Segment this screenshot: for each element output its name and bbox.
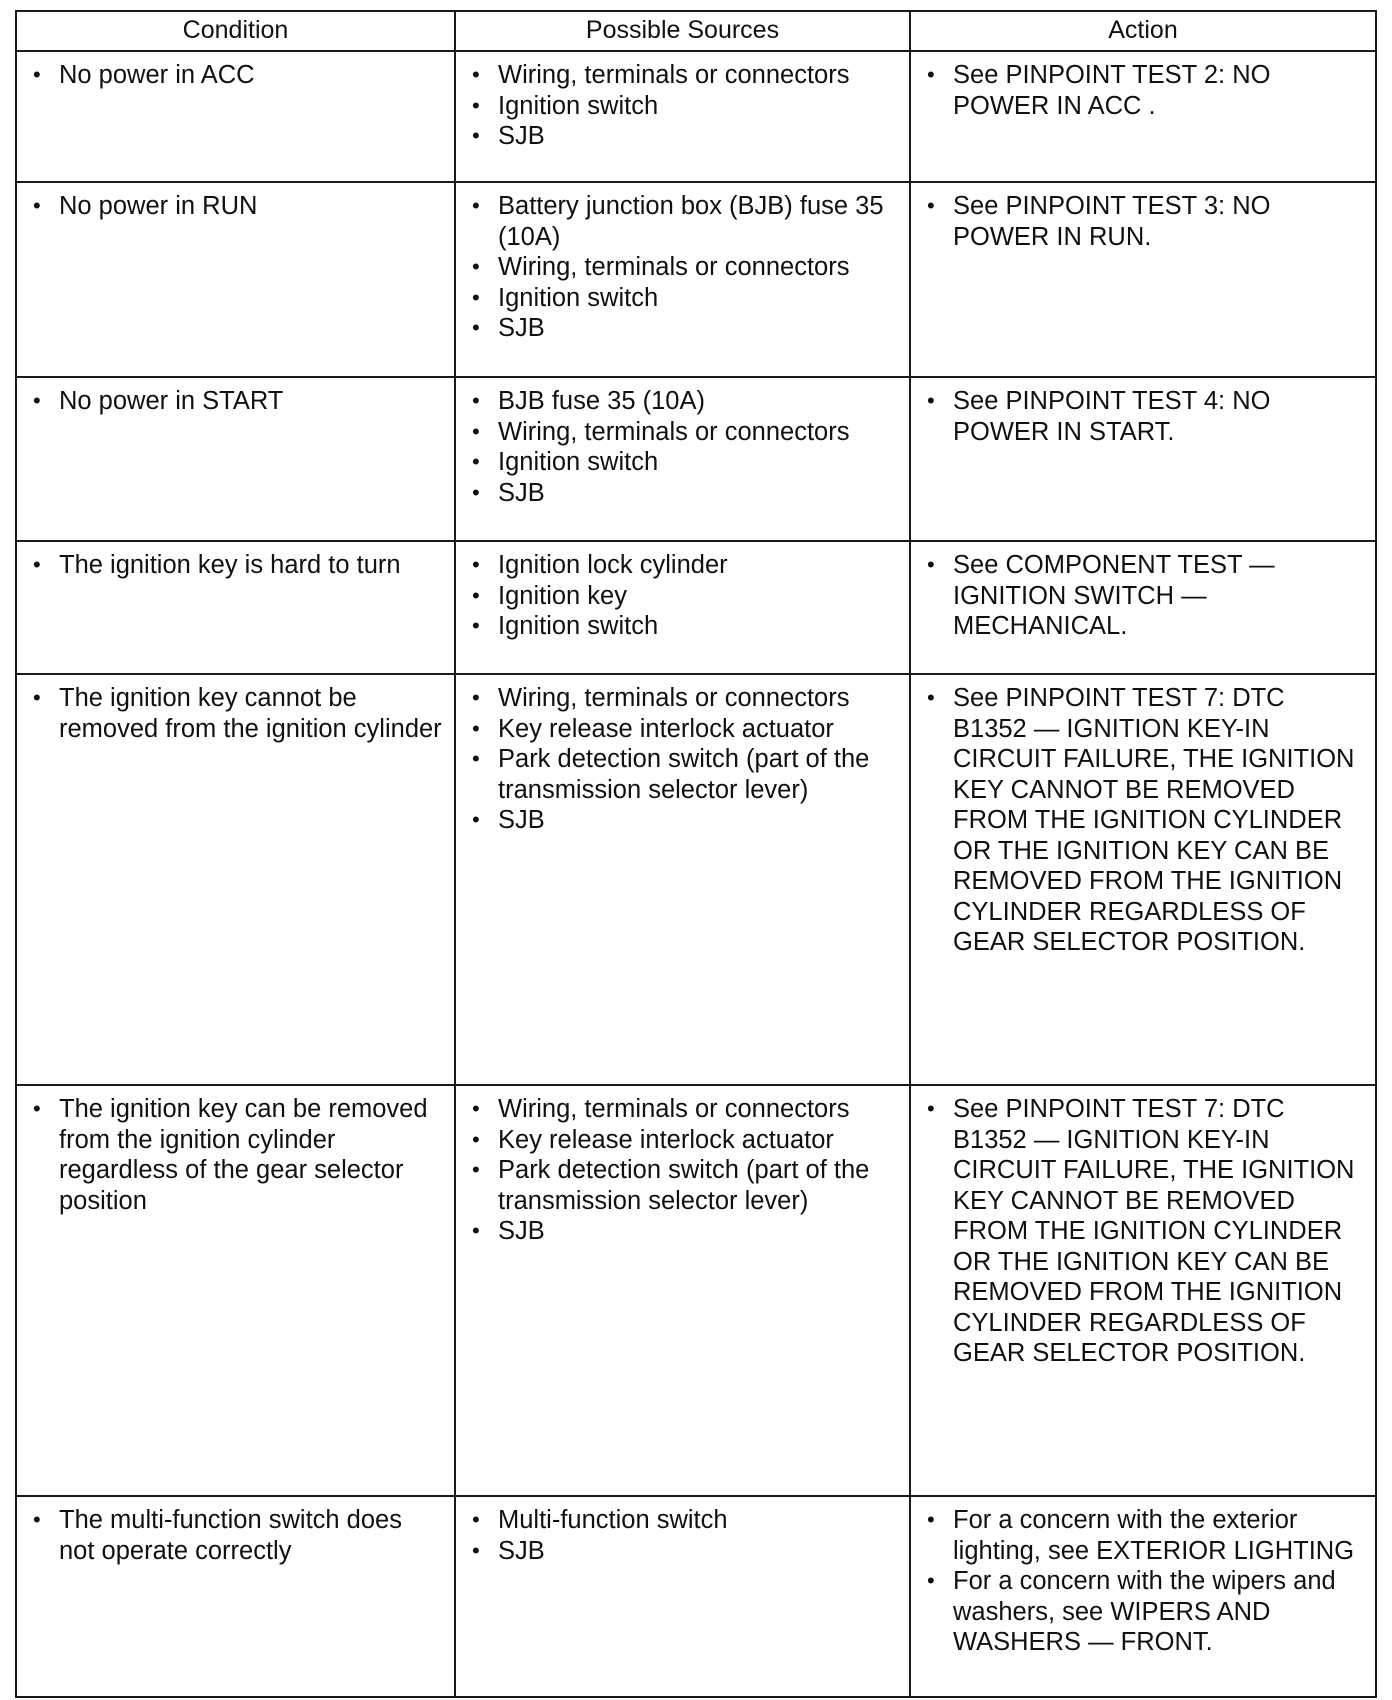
- source-item: • Ignition switch: [470, 447, 899, 478]
- sources-list: [470, 683, 899, 836]
- condition-text: • The ignition key is hard to turn: [31, 550, 444, 581]
- action-cell: [910, 182, 1376, 377]
- action-list: [925, 550, 1365, 642]
- source-item: • Ignition switch: [470, 611, 899, 642]
- condition-list: [31, 386, 444, 417]
- sources-list: [470, 550, 899, 642]
- action-cell: [910, 1496, 1376, 1697]
- header-row: [16, 11, 1376, 51]
- source-item: • Wiring, terminals or connectors: [470, 1094, 899, 1125]
- sources-list: [470, 60, 899, 152]
- action-item: • See PINPOINT TEST 3: NO POWER IN RUN.: [925, 191, 1365, 252]
- sources-cell: [455, 674, 910, 1085]
- condition-cell: [16, 182, 455, 377]
- action-cell: [910, 1085, 1376, 1496]
- action-list: [925, 386, 1365, 447]
- table-row: [16, 674, 1376, 1085]
- source-item: • SJB: [470, 313, 899, 344]
- condition-text: • No power in RUN: [31, 191, 444, 222]
- table-row: [16, 1496, 1376, 1697]
- condition-cell: [16, 377, 455, 541]
- sources-list: [470, 191, 899, 344]
- source-item: • Wiring, terminals or connectors: [470, 252, 899, 283]
- condition-list: [31, 1094, 444, 1216]
- source-item: • Ignition switch: [470, 91, 899, 122]
- source-item: • SJB: [470, 1536, 899, 1567]
- condition-text: • The multi-function switch does not operate correctly: [31, 1505, 444, 1566]
- source-item: • Multi-function switch: [470, 1505, 899, 1536]
- diagnostic-table: [15, 10, 1377, 1698]
- table-row: [16, 1085, 1376, 1496]
- action-item: • See PINPOINT TEST 7: DTC B1352 — IGNITION KEY-IN CIRCUIT FAILURE, THE IGNITION KEY CANNOT BE REMOVED FROM THE IGNITION CYLINDER OR THE IGNITION KEY CAN BE REMOVED FROM THE IGNITION CYLINDER REGARDLESS OF GEAR SELECTOR POSITION.: [925, 683, 1365, 958]
- header-condition: Condition: [16, 11, 455, 51]
- source-item: • Key release interlock actuator: [470, 1125, 899, 1156]
- sources-list: [470, 386, 899, 508]
- table-row: [16, 182, 1376, 377]
- condition-list: [31, 1505, 444, 1566]
- condition-cell: [16, 674, 455, 1085]
- condition-cell: [16, 1085, 455, 1496]
- action-list: [925, 1094, 1365, 1369]
- condition-cell: [16, 51, 455, 182]
- condition-text: • No power in START: [31, 386, 444, 417]
- condition-list: [31, 60, 444, 91]
- condition-text: • No power in ACC: [31, 60, 444, 91]
- action-item: • For a concern with the exterior lighting, see EXTERIOR LIGHTING: [925, 1505, 1365, 1566]
- sources-cell: [455, 182, 910, 377]
- action-list: [925, 1505, 1365, 1658]
- action-item: • See PINPOINT TEST 7: DTC B1352 — IGNITION KEY-IN CIRCUIT FAILURE, THE IGNITION KEY CANNOT BE REMOVED FROM THE IGNITION CYLINDER OR THE IGNITION KEY CAN BE REMOVED FROM THE IGNITION CYLINDER REGARDLESS OF GEAR SELECTOR POSITION.: [925, 1094, 1365, 1369]
- sources-list: [470, 1094, 899, 1247]
- action-list: [925, 60, 1365, 121]
- header-possible-sources: Possible Sources: [455, 11, 910, 51]
- action-item: • See COMPONENT TEST — IGNITION SWITCH — MECHANICAL.: [925, 550, 1365, 642]
- source-item: • Ignition lock cylinder: [470, 550, 899, 581]
- condition-text: • The ignition key can be removed from the ignition cylinder regardless of the gear selector position: [31, 1094, 444, 1216]
- source-item: • Wiring, terminals or connectors: [470, 60, 899, 91]
- action-cell: [910, 541, 1376, 674]
- source-item: • Park detection switch (part of the transmission selector lever): [470, 744, 899, 805]
- action-list: [925, 191, 1365, 252]
- table-row: [16, 541, 1376, 674]
- action-item: • See PINPOINT TEST 4: NO POWER IN START.: [925, 386, 1365, 447]
- action-cell: [910, 51, 1376, 182]
- action-cell: [910, 377, 1376, 541]
- header-action: Action: [910, 11, 1376, 51]
- source-item: • Ignition switch: [470, 283, 899, 314]
- source-item: • SJB: [470, 805, 899, 836]
- source-item: • Wiring, terminals or connectors: [470, 417, 899, 448]
- action-list: [925, 683, 1365, 958]
- condition-cell: [16, 541, 455, 674]
- sources-cell: [455, 1085, 910, 1496]
- table-body: [16, 51, 1376, 1697]
- condition-cell: [16, 1496, 455, 1697]
- sources-cell: [455, 51, 910, 182]
- source-item: • Park detection switch (part of the transmission selector lever): [470, 1155, 899, 1216]
- source-item: • Ignition key: [470, 581, 899, 612]
- condition-list: [31, 550, 444, 581]
- table-header: [16, 11, 1376, 51]
- source-item: • SJB: [470, 1216, 899, 1247]
- source-item: • Key release interlock actuator: [470, 714, 899, 745]
- source-item: • SJB: [470, 121, 899, 152]
- action-cell: [910, 674, 1376, 1085]
- source-item: • Battery junction box (BJB) fuse 35 (10A): [470, 191, 899, 252]
- condition-list: [31, 191, 444, 222]
- action-item: • For a concern with the wipers and washers, see WIPERS AND WASHERS — FRONT.: [925, 1566, 1365, 1658]
- condition-list: [31, 683, 444, 744]
- sources-list: [470, 1505, 899, 1566]
- sources-cell: [455, 541, 910, 674]
- sources-cell: [455, 1496, 910, 1697]
- table-row: [16, 51, 1376, 182]
- source-item: • SJB: [470, 478, 899, 509]
- action-item: • See PINPOINT TEST 2: NO POWER IN ACC .: [925, 60, 1365, 121]
- sources-cell: [455, 377, 910, 541]
- table-row: [16, 377, 1376, 541]
- source-item: • Wiring, terminals or connectors: [470, 683, 899, 714]
- source-item: • BJB fuse 35 (10A): [470, 386, 899, 417]
- condition-text: • The ignition key cannot be removed from the ignition cylinder: [31, 683, 444, 744]
